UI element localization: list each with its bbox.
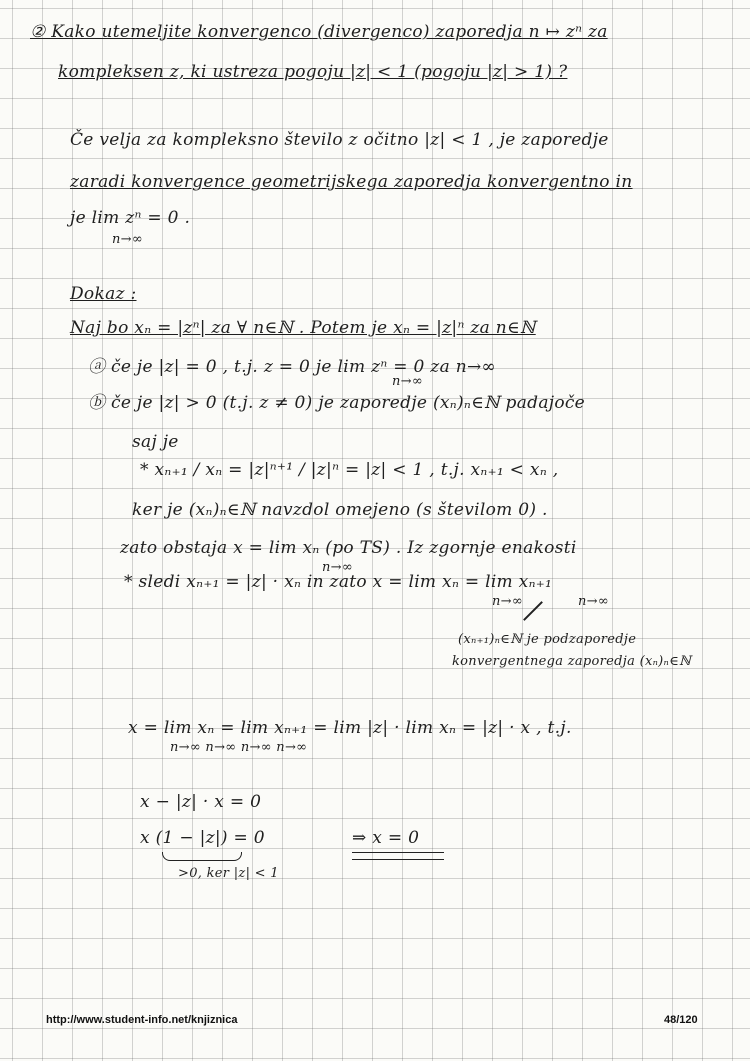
equation-2-result: ⇒ x = 0 [352, 828, 420, 848]
equals-strike [523, 601, 543, 621]
result-double-underline [352, 852, 444, 860]
answer-line-1: Če velja za kompleksno število z očitno |z| < 1 , je zaporedje [70, 130, 609, 150]
limit-chain-subscript: n→∞ n→∞ n→∞ n→∞ [170, 740, 308, 755]
bounded-line: ker je (xₙ)ₙ∈ℕ navzdol omejeno (s številom 0) . [132, 500, 548, 520]
proof-line-1: Naj bo xₙ = |zⁿ| za ∀ n∈ℕ . Potem je xₙ = |z|ⁿ za n∈ℕ [70, 318, 536, 338]
page-number: 48/120 [664, 1014, 698, 1026]
case-b: ⓑ če je |z| > 0 (t.j. z ≠ 0) je zaporedje (xₙ)ₙ∈ℕ padajoče [88, 393, 586, 413]
equation-2: x (1 − |z|) = 0 [140, 828, 265, 848]
case-a: ⓐ če je |z| = 0 , t.j. z = 0 je lim zⁿ = 0 za n→∞ [88, 357, 496, 377]
answer-line-3-subscript: n→∞ [112, 232, 143, 247]
follows-line: * sledi xₙ₊₁ = |z| · xₙ in zato x = lim xₙ = lim xₙ₊₁ [124, 572, 553, 592]
exists-line: zato obstaja x = lim xₙ (po TS) . Iz zgornje enakosti [120, 538, 577, 558]
exists-subscript: n→∞ [322, 560, 353, 575]
follows-subscript-1: n→∞ [492, 594, 523, 609]
follows-subscript-2: n→∞ [578, 594, 609, 609]
underbrace [162, 852, 242, 861]
answer-line-3: je lim zⁿ = 0 . [70, 208, 191, 228]
question-line-2: kompleksen z, ki ustreza pogoju |z| < 1 (pogoju |z| > 1) ? [58, 62, 568, 82]
proof-heading: Dokaz : [70, 284, 137, 304]
footer-url: http://www.student-info.net/knjiznica [46, 1014, 238, 1026]
question-line-1: ② Kako utemeljite konvergenco (divergenco) zaporedja n ↦ zⁿ za [30, 22, 608, 42]
answer-line-2: zaradi konvergence geometrijskega zaporedja konvergentno in [70, 172, 633, 192]
note-line-2: konvergentnega zaporedja (xₙ)ₙ∈ℕ [452, 654, 692, 669]
ratio-line: * xₙ₊₁ / xₙ = |z|ⁿ⁺¹ / |z|ⁿ = |z| < 1 , t.j. xₙ₊₁ < xₙ , [140, 460, 559, 480]
note-line-1: (xₙ₊₁)ₙ∈ℕ je podzaporedje [458, 632, 637, 647]
since-text: saj je [132, 432, 179, 452]
underbrace-note: >0, ker |z| < 1 [178, 866, 279, 881]
case-a-subscript: n→∞ [392, 374, 423, 389]
limit-chain: x = lim xₙ = lim xₙ₊₁ = lim |z| · lim xₙ = |z| · x , t.j. [128, 718, 572, 738]
equation-1: x − |z| · x = 0 [140, 792, 262, 812]
